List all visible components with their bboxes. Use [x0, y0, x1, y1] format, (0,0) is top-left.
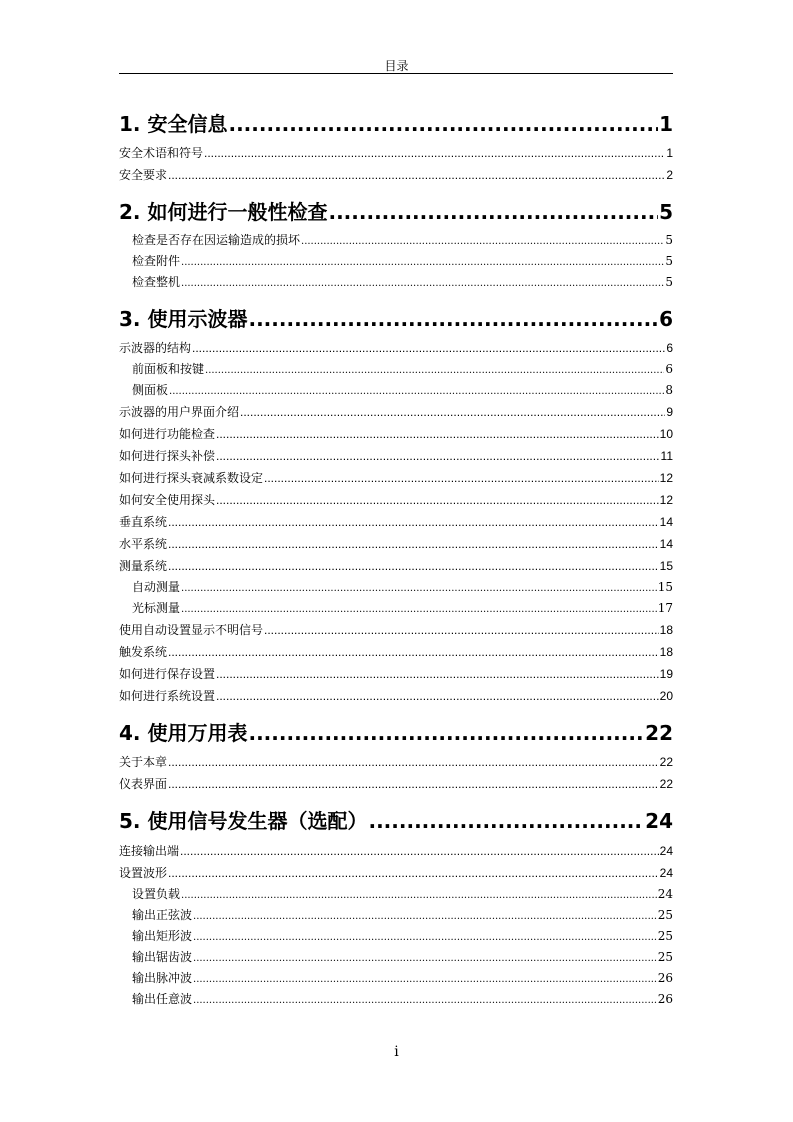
toc-section-entry[interactable] — [119, 469, 673, 487]
toc-entry-page: 26 — [657, 992, 673, 1006]
toc-section-entry[interactable] — [119, 491, 673, 509]
toc-subsection-entry[interactable] — [132, 578, 673, 596]
toc-entry-page: 24 — [659, 844, 673, 858]
toc-entry-label: 输出脉冲波 — [132, 971, 193, 985]
toc-entry-page: 18 — [659, 645, 673, 659]
toc-entry-page: 22 — [659, 755, 673, 769]
toc-entry-label: 自动测量 — [132, 580, 181, 594]
toc-entry-label: 如何进行系统设置 — [119, 689, 216, 703]
toc-entry-label: 输出任意波 — [132, 992, 193, 1006]
toc-subsection-entry[interactable] — [132, 885, 673, 903]
toc-entry-label: 侧面板 — [132, 383, 169, 397]
toc-dot-leader — [216, 667, 659, 681]
toc-section-entry[interactable] — [119, 864, 673, 882]
page-header-title: 目录 — [384, 59, 409, 73]
toc-entry-label: 光标测量 — [132, 601, 181, 615]
toc-entry-page: 6 — [666, 341, 673, 355]
toc-section-entry[interactable] — [119, 447, 673, 465]
toc-subsection-entry[interactable] — [132, 927, 673, 945]
toc-subsection-entry[interactable] — [132, 252, 673, 270]
toc-entry-page: 14 — [659, 537, 673, 551]
toc-section-entry[interactable] — [119, 535, 673, 553]
toc-section-entry[interactable] — [119, 144, 673, 162]
toc-dot-leader — [301, 236, 664, 247]
toc-entry-page: 9 — [666, 405, 673, 419]
toc-entry-label: 如何进行探头补偿 — [119, 449, 216, 463]
toc-entry-page: 25 — [657, 929, 673, 943]
toc-entry-label: 输出矩形波 — [132, 929, 193, 943]
toc-entry-page: 22 — [659, 777, 673, 791]
toc-section-entry[interactable] — [119, 166, 673, 184]
toc-entry-page: 24 — [657, 887, 673, 901]
toc-dot-leader — [168, 559, 659, 573]
toc-subsection-entry[interactable] — [132, 273, 673, 291]
toc-entry-label: 设置波形 — [119, 866, 168, 880]
toc-entry-page: 26 — [657, 971, 673, 985]
toc-entry-label: 检查整机 — [132, 275, 181, 289]
toc-entry-page: 10 — [659, 427, 673, 441]
toc-entry-label: 4. 使用万用表 — [119, 721, 248, 745]
toc-entry-page: 1 — [666, 146, 673, 160]
toc-subsection-entry[interactable] — [132, 948, 673, 966]
toc-entry-page: 24 — [645, 809, 673, 833]
toc-subsection-entry[interactable] — [132, 906, 673, 924]
toc-dot-leader — [181, 257, 664, 268]
toc-dot-leader — [193, 995, 657, 1006]
toc-entry-label: 2. 如何进行一般性检查 — [119, 200, 328, 224]
toc-entry-page: 8 — [665, 383, 673, 397]
toc-entry-label: 1. 安全信息 — [119, 112, 228, 136]
toc-section-entry[interactable] — [119, 753, 673, 771]
toc-chapter-entry[interactable] — [119, 303, 673, 331]
toc-entry-label: 检查附件 — [132, 254, 181, 268]
toc-dot-leader — [192, 341, 665, 355]
toc-section-entry[interactable] — [119, 842, 673, 860]
toc-dot-leader — [168, 645, 659, 659]
toc-chapter-entry[interactable] — [119, 717, 673, 745]
toc-entry-label: 连接输出端 — [119, 844, 180, 858]
toc-dot-leader — [181, 583, 657, 594]
toc-entry-page: 22 — [645, 721, 673, 745]
toc-entry-page: 25 — [657, 950, 673, 964]
toc-section-entry[interactable] — [119, 687, 673, 705]
toc-entry-label: 前面板和按键 — [132, 362, 205, 376]
toc-dot-leader — [216, 427, 659, 441]
toc-subsection-entry[interactable] — [132, 381, 673, 399]
toc-entry-page: 6 — [665, 362, 673, 376]
toc-entry-page: 5 — [665, 254, 673, 268]
toc-chapter-entry[interactable] — [119, 805, 673, 833]
toc-dot-leader — [205, 365, 664, 376]
toc-entry-page: 25 — [657, 908, 673, 922]
toc-dot-leader — [193, 932, 657, 943]
toc-entry-label: 如何进行功能检查 — [119, 427, 216, 441]
toc-entry-label: 水平系统 — [119, 537, 168, 551]
toc-entry-label: 如何进行探头衰减系数设定 — [119, 471, 264, 485]
toc-entry-label: 5. 使用信号发生器（选配） — [119, 809, 368, 833]
toc-section-entry[interactable] — [119, 775, 673, 793]
page-number: i — [394, 1044, 399, 1060]
toc-section-entry[interactable] — [119, 665, 673, 683]
toc-dot-leader — [193, 974, 657, 985]
toc-entry-page: 2 — [666, 168, 673, 182]
toc-entry-page: 5 — [665, 233, 673, 247]
toc-entry-label: 仪表界面 — [119, 777, 168, 791]
toc-entry-page: 19 — [659, 667, 673, 681]
toc-dot-leader — [248, 721, 644, 745]
toc-entry-label: 如何进行保存设置 — [119, 667, 216, 681]
toc-dot-leader — [168, 168, 665, 182]
toc-dot-leader — [168, 515, 659, 529]
toc-entry-label: 3. 使用示波器 — [119, 307, 248, 331]
toc-section-entry[interactable] — [119, 425, 673, 443]
toc-dot-leader — [181, 604, 657, 615]
toc-section-entry[interactable] — [119, 621, 673, 639]
toc-dot-leader — [168, 537, 659, 551]
toc-entry-label: 示波器的用户界面介绍 — [119, 405, 240, 419]
toc-entry-label: 安全要求 — [119, 168, 168, 182]
toc-entry-page: 12 — [659, 493, 673, 507]
toc-dot-leader — [216, 493, 659, 507]
toc-subsection-entry[interactable] — [132, 360, 673, 378]
toc-dot-leader — [193, 911, 657, 922]
toc-entry-label: 输出锯齿波 — [132, 950, 193, 964]
toc-dot-leader — [240, 405, 665, 419]
toc-entry-label: 测量系统 — [119, 559, 168, 573]
toc-entry-label: 触发系统 — [119, 645, 168, 659]
toc-dot-leader — [168, 755, 659, 769]
toc-entry-label: 安全术语和符号 — [119, 146, 204, 160]
toc-subsection-entry[interactable] — [132, 990, 673, 1008]
toc-entry-label: 输出正弦波 — [132, 908, 193, 922]
toc-dot-leader — [168, 866, 659, 880]
toc-section-entry[interactable] — [119, 403, 673, 421]
toc-subsection-entry[interactable] — [132, 599, 673, 617]
header-divider — [119, 73, 673, 74]
toc-entry-page: 18 — [659, 623, 673, 637]
toc-dot-leader — [168, 777, 659, 791]
toc-dot-leader — [248, 307, 658, 331]
toc-entry-page: 24 — [659, 866, 673, 880]
toc-entry-page: 5 — [665, 275, 673, 289]
toc-subsection-entry[interactable] — [132, 969, 673, 987]
toc-subsection-entry[interactable] — [132, 231, 673, 249]
toc-entry-page: 15 — [659, 559, 673, 573]
toc-chapter-entry[interactable] — [119, 108, 673, 136]
toc-entry-page: 12 — [659, 471, 673, 485]
toc-entry-page: 17 — [657, 601, 673, 615]
toc-entry-label: 设置负载 — [132, 887, 181, 901]
toc-entry-page: 6 — [659, 307, 673, 331]
toc-dot-leader — [328, 200, 658, 224]
toc-dot-leader — [264, 623, 659, 637]
toc-dot-leader — [216, 689, 659, 703]
toc-dot-leader — [193, 953, 657, 964]
toc-entry-label: 示波器的结构 — [119, 341, 192, 355]
toc-dot-leader — [228, 112, 658, 136]
toc-dot-leader — [181, 890, 657, 901]
toc-entry-page: 14 — [659, 515, 673, 529]
toc-chapter-entry[interactable] — [119, 196, 673, 224]
toc-dot-leader — [264, 471, 659, 485]
toc-dot-leader — [180, 844, 659, 858]
toc-entry-page: 5 — [659, 200, 673, 224]
toc-dot-leader — [204, 146, 665, 160]
toc-entry-page: 20 — [659, 689, 673, 703]
toc-entry-page: 15 — [657, 580, 673, 594]
toc-dot-leader — [169, 386, 664, 397]
toc-section-entry[interactable] — [119, 643, 673, 661]
toc-entry-label: 垂直系统 — [119, 515, 168, 529]
toc-dot-leader — [216, 449, 660, 463]
toc-dot-leader — [181, 278, 664, 289]
toc-section-entry[interactable] — [119, 339, 673, 357]
toc-entry-page: 11 — [660, 449, 673, 463]
toc-entry-label: 关于本章 — [119, 755, 168, 769]
toc-entry-page: 1 — [659, 112, 673, 136]
toc-entry-label: 使用自动设置显示不明信号 — [119, 623, 264, 637]
toc-dot-leader — [368, 809, 644, 833]
toc-entry-label: 如何安全使用探头 — [119, 493, 216, 507]
toc-section-entry[interactable] — [119, 513, 673, 531]
toc-section-entry[interactable] — [119, 557, 673, 575]
toc-entry-label: 检查是否存在因运输造成的损坏 — [132, 233, 301, 247]
